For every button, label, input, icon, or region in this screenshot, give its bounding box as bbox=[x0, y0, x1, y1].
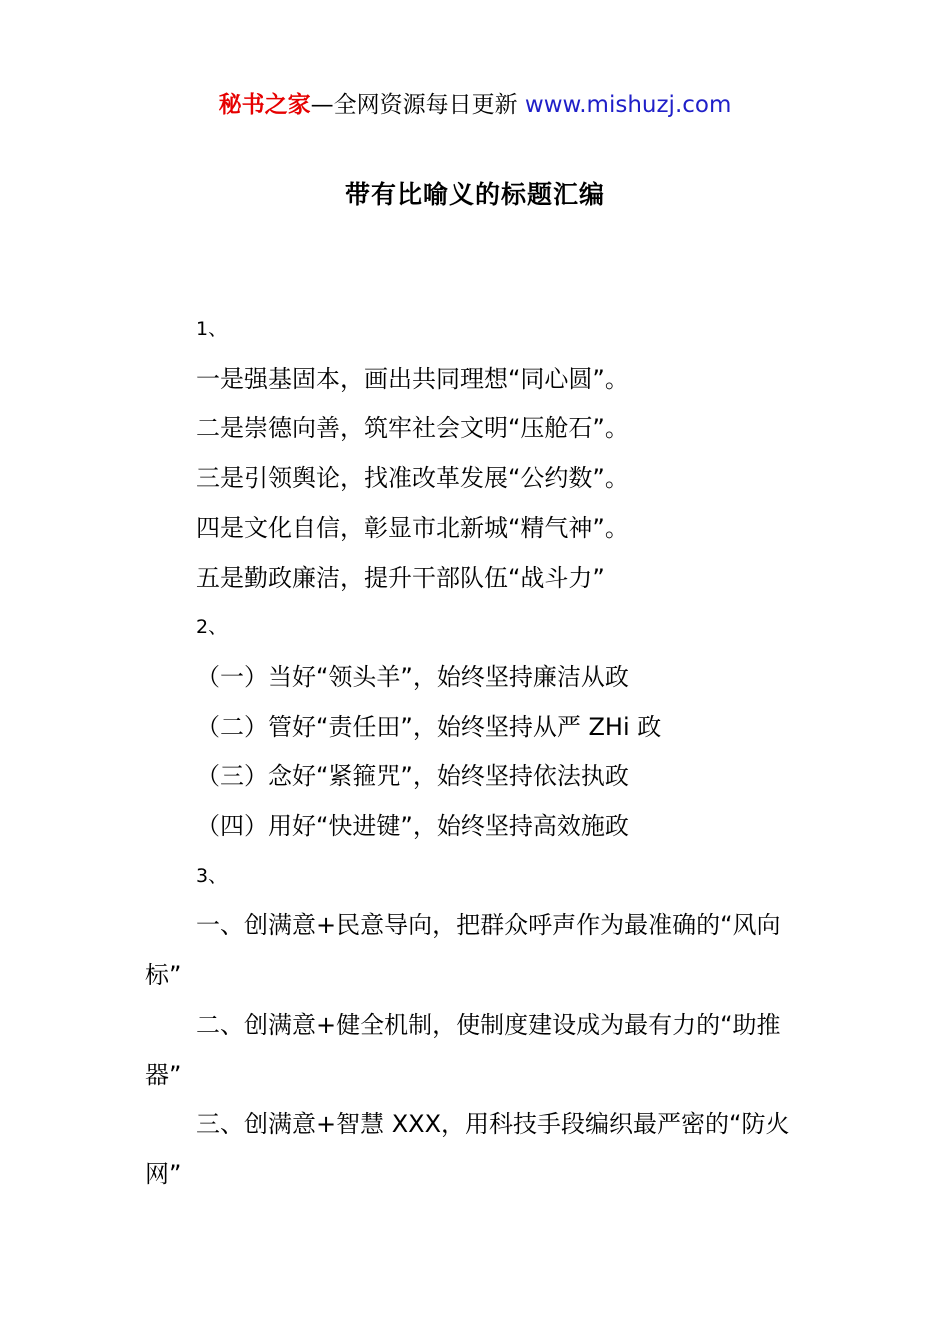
section-2-item-1: （一）当好“领头羊”，始终坚持廉洁从政 bbox=[196, 662, 629, 691]
document-title: 带有比喻义的标题汇编 bbox=[344, 180, 605, 209]
section-1-item-5: 五是勤政廉洁，提升干部队伍“战斗力” bbox=[196, 563, 605, 592]
site-brand: 秘书之家 bbox=[218, 92, 311, 118]
site-tagline: —全网资源每日更新 bbox=[310, 92, 525, 118]
section-2-item-4: （四）用好“快进键”，始终坚持高效施政 bbox=[196, 812, 629, 841]
document-body bbox=[145, 305, 810, 1200]
section-1-item-2: 二是崇德向善，筑牢社会文明“压舱石”。 bbox=[196, 414, 629, 443]
section-2-item-2: （二）管好“责任田”，始终坚持从严 ZHi 政 bbox=[196, 712, 662, 741]
section-number-2: 2、 bbox=[196, 616, 228, 639]
section-1-item-3: 三是引领舆论，找准改革发展“公约数”。 bbox=[196, 464, 629, 493]
section-3-paragraph-2: 二、创满意+健全机制，使制度建设成为最有力的“助推器” bbox=[145, 1010, 781, 1089]
section-3-paragraph-1: 一、创满意+民意导向，把群众呼声作为最准确的“风向标” bbox=[145, 911, 781, 990]
site-url-link[interactable]: www.mishuzj.com bbox=[524, 92, 732, 118]
section-number-1: 1、 bbox=[196, 318, 228, 340]
section-1-item-4: 四是文化自信，彰显市北新城“精气神”。 bbox=[196, 513, 629, 542]
section-number-3: 3、 bbox=[196, 864, 228, 887]
section-2-item-3: （三）念好“紧箍咒”，始终坚持依法执政 bbox=[196, 762, 629, 791]
site-header bbox=[0, 88, 950, 122]
section-3-paragraph-3: 三、创满意+智慧 XXX，用科技手段编织最严密的“防火网” bbox=[145, 1110, 790, 1188]
section-1-item-1: 一是强基固本，画出共同理想“同心圆”。 bbox=[196, 364, 629, 393]
